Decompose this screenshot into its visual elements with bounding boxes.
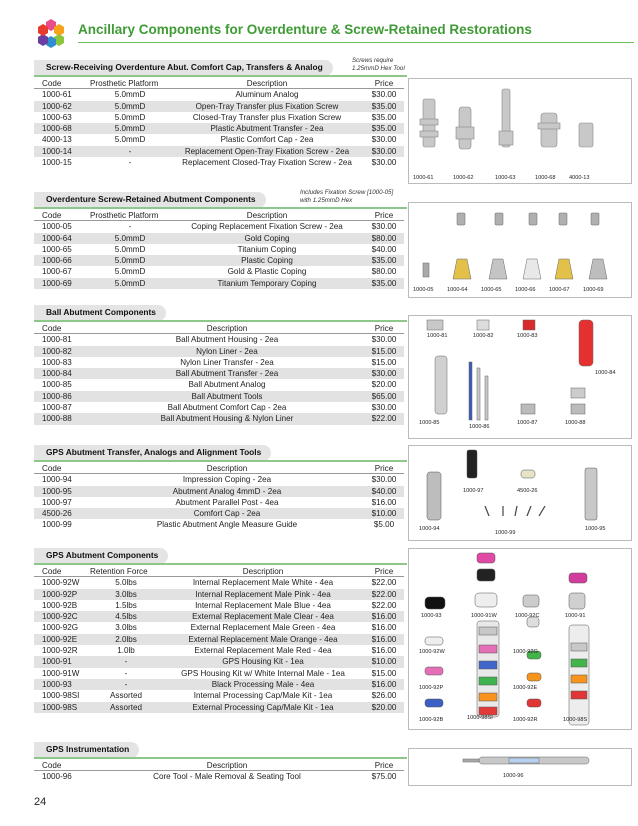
table-row [34,600,404,611]
column-header: Price [374,79,394,88]
table-header-row [34,78,404,89]
price-table [34,78,404,168]
table-cell: - [128,146,132,156]
table-cell: 1000-15 [42,158,72,168]
table-cell: 1000-92R [42,646,78,656]
photo-caption: 1000-92P [419,685,444,691]
photo-caption: 1000-92G [513,649,538,655]
hexagon-logo-icon [34,16,68,50]
price-table [34,760,404,783]
photo-caption: 1000-67 [549,287,570,293]
table-row [34,702,404,713]
section-gps-instrumentation [34,742,630,788]
page-title: Ancillary Components for Overdenture & Screw-Retained Restorations [78,22,532,37]
table-cell: $15.00 [371,357,397,367]
photo-caption: 1000-66 [515,287,536,293]
table-cell: $35.00 [371,101,397,111]
column-header: Description [242,567,284,576]
photo-caption: 4500-26 [517,488,538,494]
table-row [34,278,404,289]
table-header-row [34,463,404,474]
table-cell: $16.00 [371,623,397,633]
table-cell: $20.00 [371,380,397,390]
table-cell: 1000-92G [42,623,78,633]
table-cell: $22.00 [371,589,397,599]
column-header: Description [246,211,288,220]
table-row [34,771,404,782]
table-cell: 5.0mmD [114,101,146,111]
table-cell: 1000-92P [42,589,78,599]
table-cell: $65.00 [371,391,397,401]
table-cell: 5.0mmD [114,267,146,277]
table-cell: Impression Coping - 2ea [182,475,272,485]
table-header-row [34,760,404,771]
section-title: GPS Abutment Components [34,548,168,564]
table-row [34,101,404,112]
photo-caption: 1000-93 [421,613,442,619]
table-cell: Internal Processing Cap/Male Kit - 1ea [193,691,333,701]
table-cell: 1000-83 [42,357,72,367]
table-cell: $5.00 [373,520,395,530]
table-cell: 1000-61 [42,90,72,100]
table-cell: - [128,222,132,232]
section-rule [34,320,407,322]
table-cell: 3.0lbs [115,589,137,599]
table-cell: 1000-82 [42,346,72,356]
photo-caption: 1000-92B [419,717,444,723]
table-cell: 2.0lbs [115,634,137,644]
table-cell: $75.00 [371,772,397,782]
table-cell: $22.00 [371,600,397,610]
table-cell: Coping Replacement Fixation Screw - 2ea [191,222,343,232]
table-cell: 5.0mmD [114,256,146,266]
table-cell: Gold & Plastic Coping [227,267,307,277]
table-row [34,221,404,232]
table-cell: 5.0mmD [114,135,146,145]
table-cell: 5.0mmD [114,244,146,254]
table-cell: - [124,657,128,667]
table-row [34,634,404,645]
table-cell: $26.00 [371,691,397,701]
table-row [34,656,404,667]
table-cell: 1000-92W [42,578,80,588]
photo-caption: 1000-61 [413,175,434,181]
table-cell: $80.00 [371,233,397,243]
photo-caption: 1000-96 [503,773,524,779]
table-cell: Ball Abutment Tools [191,391,263,401]
table-cell: $16.00 [371,679,397,689]
column-header: Price [374,211,394,220]
table-cell: Plastic Abutment Angle Measure Guide [156,520,298,530]
section-overdenture-screw-retained [34,189,630,298]
table-cell: $80.00 [371,267,397,277]
table-cell: Black Processing Male - 4ea [211,679,315,689]
table-row [34,622,404,633]
table-header-row [34,323,404,334]
table-cell: 1000-92C [42,612,78,622]
table-cell: $40.00 [371,244,397,254]
title-underline [78,42,634,43]
price-table [34,463,404,531]
table-cell: 1000-81 [42,335,72,345]
table-cell: 1000-62 [42,101,72,111]
table-row [34,391,404,402]
photo-caption: 1000-68 [535,175,556,181]
photo-caption: 1000-84 [595,370,616,376]
table-cell: Plastic Comfort Cap - 2ea [220,135,314,145]
table-row [34,474,404,485]
table-row [34,346,404,357]
table-cell: $15.00 [371,668,397,678]
table-row [34,157,404,168]
table-cell: 1.0lb [117,646,135,656]
product-photos [408,315,632,439]
photo-caption: 1000-92R [513,717,538,723]
photo-caption: 1000-95 [585,526,606,532]
table-cell: 1000-86 [42,391,72,401]
table-cell: 1000-64 [42,233,72,243]
column-header: Description [206,324,248,333]
table-cell: $16.00 [371,634,397,644]
section-rule [34,460,407,462]
product-photo-art [409,79,633,185]
table-header-row [34,566,404,577]
table-cell: Ball Abutment Comfort Cap - 2ea [167,403,287,413]
table-cell: 1000-85 [42,380,72,390]
photo-caption: 1000-94 [419,526,440,532]
column-header: Code [42,567,62,576]
table-cell: 5.0mmD [114,112,146,122]
table-cell: 3.0lbs [115,623,137,633]
column-header: Description [246,79,288,88]
table-row [34,577,404,588]
table-cell: 1000-93 [42,679,72,689]
photo-caption: 1000-98S [563,717,588,723]
table-row [34,255,404,266]
section-title: GPS Abutment Transfer, Analogs and Alignment Tools [34,445,271,461]
table-cell: - [128,158,132,168]
section-rule [34,207,407,209]
table-cell: $35.00 [371,256,397,266]
table-cell: $10.00 [371,657,397,667]
table-cell: 4500-26 [42,509,72,519]
table-cell: $30.00 [371,335,397,345]
section-rule [34,563,407,565]
table-row [34,690,404,701]
photo-caption: 4000-13 [569,175,590,181]
table-cell: Assorted [110,702,142,712]
table-row [34,134,404,145]
table-row [34,233,404,244]
section-title: Ball Abutment Components [34,305,166,321]
table-cell: 1000-67 [42,267,72,277]
table-cell: - [124,679,128,689]
table-cell: 1000-63 [42,112,72,122]
table-cell: 4.5lbs [115,612,137,622]
section-note: Screws require 1.25mmD Hex Tool [352,57,405,72]
table-cell: Internal Replacement Male Blue - 4ea [195,600,331,610]
table-cell: 1000-88 [42,414,72,424]
table-cell: External Replacement Male Orange - 4ea [188,634,338,644]
photo-caption: 1000-91 [565,613,586,619]
product-photo-art [409,749,633,787]
table-cell: $30.00 [371,222,397,232]
table-cell: Comfort Cap - 2ea [193,509,261,519]
table-cell: Internal Replacement Male Pink - 4ea [195,589,331,599]
table-cell: Ball Abutment Housing - 2ea [175,335,279,345]
product-photos [408,202,632,298]
table-cell: Ball Abutment Analog [188,380,266,390]
table-cell: Titanium Coping [237,244,297,254]
table-cell: 1000-98S [42,702,78,712]
table-cell: Aluminum Analog [235,90,299,100]
table-cell: 1000-84 [42,369,72,379]
column-header: Code [42,211,62,220]
table-row [34,486,404,497]
photo-caption: 1000-86 [469,424,490,430]
section-heading [34,57,630,78]
table-header-row [34,210,404,221]
table-cell: 1000-14 [42,146,72,156]
column-header: Code [42,761,62,770]
table-row [34,368,404,379]
table-cell: Abutment Analog 4mmD - 2ea [172,486,282,496]
table-cell: 5.0mmD [114,233,146,243]
column-header: Prosthetic Platform [90,211,159,220]
section-rule [34,75,407,77]
table-row [34,668,404,679]
table-cell: 1000-97 [42,497,72,507]
table-cell: GPS Housing Kit - 1ea [222,657,304,667]
section-title: Overdenture Screw-Retained Abutment Components [34,192,266,208]
table-cell: $16.00 [371,497,397,507]
table-cell: $20.00 [371,702,397,712]
table-cell: $30.00 [371,135,397,145]
price-table [34,210,404,289]
table-row [34,645,404,656]
table-cell: $22.00 [371,578,397,588]
product-photos [408,78,632,184]
page-number: 24 [34,796,47,808]
table-cell: $30.00 [371,158,397,168]
page-header [34,16,634,50]
table-cell: $30.00 [371,90,397,100]
photo-caption: 1000-85 [419,420,440,426]
table-row [34,357,404,368]
table-cell: 1000-98SI [42,691,80,701]
table-row [34,402,404,413]
table-cell: Replacement Closed-Tray Fixation Screw - 2ea [182,158,352,168]
table-cell: Plastic Coping [241,256,293,266]
table-row [34,123,404,134]
photo-caption: 1000-88 [565,420,586,426]
photo-caption: 1000-97 [463,488,484,494]
column-header: Description [206,464,248,473]
table-cell: 1000-91W [42,668,80,678]
photo-caption: 1000-65 [481,287,502,293]
table-row [34,379,404,390]
table-cell: Titanium Temporary Coping [217,278,317,288]
section-note: Includes Fixation Screw [1000-05] with 1.25mmD Hex [300,189,394,204]
table-cell: Abutment Parallel Post - 4ea [175,497,279,507]
column-header: Price [374,761,394,770]
table-cell: Closed-Tray Transfer plus Fixation Screw [192,112,342,122]
table-cell: GPS Housing Kit w/ White Internal Male - 1ea [181,668,345,678]
table-cell: Plastic Abutment Transfer - 2ea [210,124,324,134]
table-row [34,146,404,157]
photo-caption: 1000-87 [517,420,538,426]
photo-caption: 1000-82 [473,333,494,339]
photo-caption: 1000-92C [515,613,540,619]
table-cell: $35.00 [371,278,397,288]
photo-caption: 1000-92W [419,649,445,655]
product-photos [408,548,632,730]
photo-caption: 1000-81 [427,333,448,339]
table-row [34,244,404,255]
product-photos [408,445,632,541]
table-row [34,334,404,345]
table-cell: Internal Replacement Male White - 4ea [192,578,334,588]
table-cell: 5.0mmD [114,278,146,288]
table-row [34,611,404,622]
table-cell: 1000-92E [42,634,78,644]
table-cell: Nylon Liner - 2ea [196,346,258,356]
table-row [34,679,404,690]
table-cell: External Replacement Male Green - 4ea [190,623,336,633]
table-cell: 1000-69 [42,278,72,288]
table-row [34,266,404,277]
column-header: Code [42,464,62,473]
table-cell: 1.5lbs [115,600,137,610]
table-cell: 1000-87 [42,403,72,413]
table-cell: External Replacement Male Clear - 4ea [192,612,334,622]
table-cell: 1000-99 [42,520,72,530]
table-cell: Ball Abutment Housing & Nylon Liner [160,414,294,424]
table-cell: Ball Abutment Transfer - 2ea [175,369,279,379]
table-cell: Assorted [110,691,142,701]
table-cell: - [124,668,128,678]
section-gps-transfer [34,445,630,541]
column-header: Retention Force [90,567,148,576]
photo-caption: 1000-83 [517,333,538,339]
table-cell: $15.00 [371,346,397,356]
table-cell: 1000-96 [42,772,72,782]
table-cell: $30.00 [371,369,397,379]
section-screw-receiving [34,57,630,184]
table-cell: External Processing Cap/Male Kit - 1ea [192,702,334,712]
section-gps-abutment [34,548,630,734]
table-row [34,413,404,424]
column-header: Code [42,79,62,88]
table-cell: $22.00 [371,414,397,424]
price-table [34,323,404,425]
table-row [34,89,404,100]
product-photo-art [409,203,633,299]
photo-caption: 1000-69 [583,287,604,293]
table-cell: 5.0lbs [115,578,137,588]
table-row [34,508,404,519]
photo-caption: 1000-92E [513,685,538,691]
table-cell: $30.00 [371,146,397,156]
table-cell: $16.00 [371,612,397,622]
product-photos [408,748,632,786]
column-header: Description [206,761,248,770]
photo-caption: 1000-62 [453,175,474,181]
table-cell: Replacement Open-Tray Fixation Screw - 2ea [184,146,350,156]
column-header: Price [374,324,394,333]
table-row [34,589,404,600]
table-cell: $35.00 [371,124,397,134]
table-cell: $40.00 [371,486,397,496]
section-ball-abutment [34,305,630,439]
table-row [34,519,404,530]
table-row [34,497,404,508]
table-cell: Nylon Liner Transfer - 2ea [180,357,274,367]
section-title: GPS Instrumentation [34,742,139,758]
price-table [34,566,404,713]
table-cell: Open-Tray Transfer plus Fixation Screw [195,101,339,111]
column-header: Code [42,324,62,333]
table-cell: 4000-13 [42,135,72,145]
photo-caption: 1000-63 [495,175,516,181]
table-cell: External Replacement Male Red - 4ea [194,646,332,656]
table-cell: $35.00 [371,112,397,122]
table-cell: 1000-95 [42,486,72,496]
photo-caption: 1000-64 [447,287,468,293]
photo-caption: 1000-98SI [467,715,493,721]
table-cell: $10.00 [371,509,397,519]
table-cell: 1000-05 [42,222,72,232]
table-cell: 5.0mmD [114,90,146,100]
section-title: Screw-Receiving Overdenture Abut. Comfort Cap, Transfers & Analog [34,60,333,76]
table-cell: 1000-68 [42,124,72,134]
table-cell: $30.00 [371,403,397,413]
table-cell: $30.00 [371,475,397,485]
photo-caption: 1000-99 [495,530,516,536]
table-cell: 1000-92B [42,600,78,610]
table-cell: 1000-91 [42,657,72,667]
table-cell: Core Tool - Male Removal & Seating Tool [153,772,301,782]
table-cell: 1000-94 [42,475,72,485]
table-row [34,112,404,123]
photo-caption: 1000-91W [471,613,497,619]
product-photo-art [409,549,633,731]
table-cell: 1000-65 [42,244,72,254]
table-cell: Gold Coping [244,233,290,243]
table-cell: 5.0mmD [114,124,146,134]
photo-caption: 1000-05 [413,287,434,293]
column-header: Price [374,567,394,576]
column-header: Price [374,464,394,473]
column-header: Prosthetic Platform [90,79,159,88]
table-cell: $16.00 [371,646,397,656]
section-rule [34,757,407,759]
table-cell: 1000-66 [42,256,72,266]
